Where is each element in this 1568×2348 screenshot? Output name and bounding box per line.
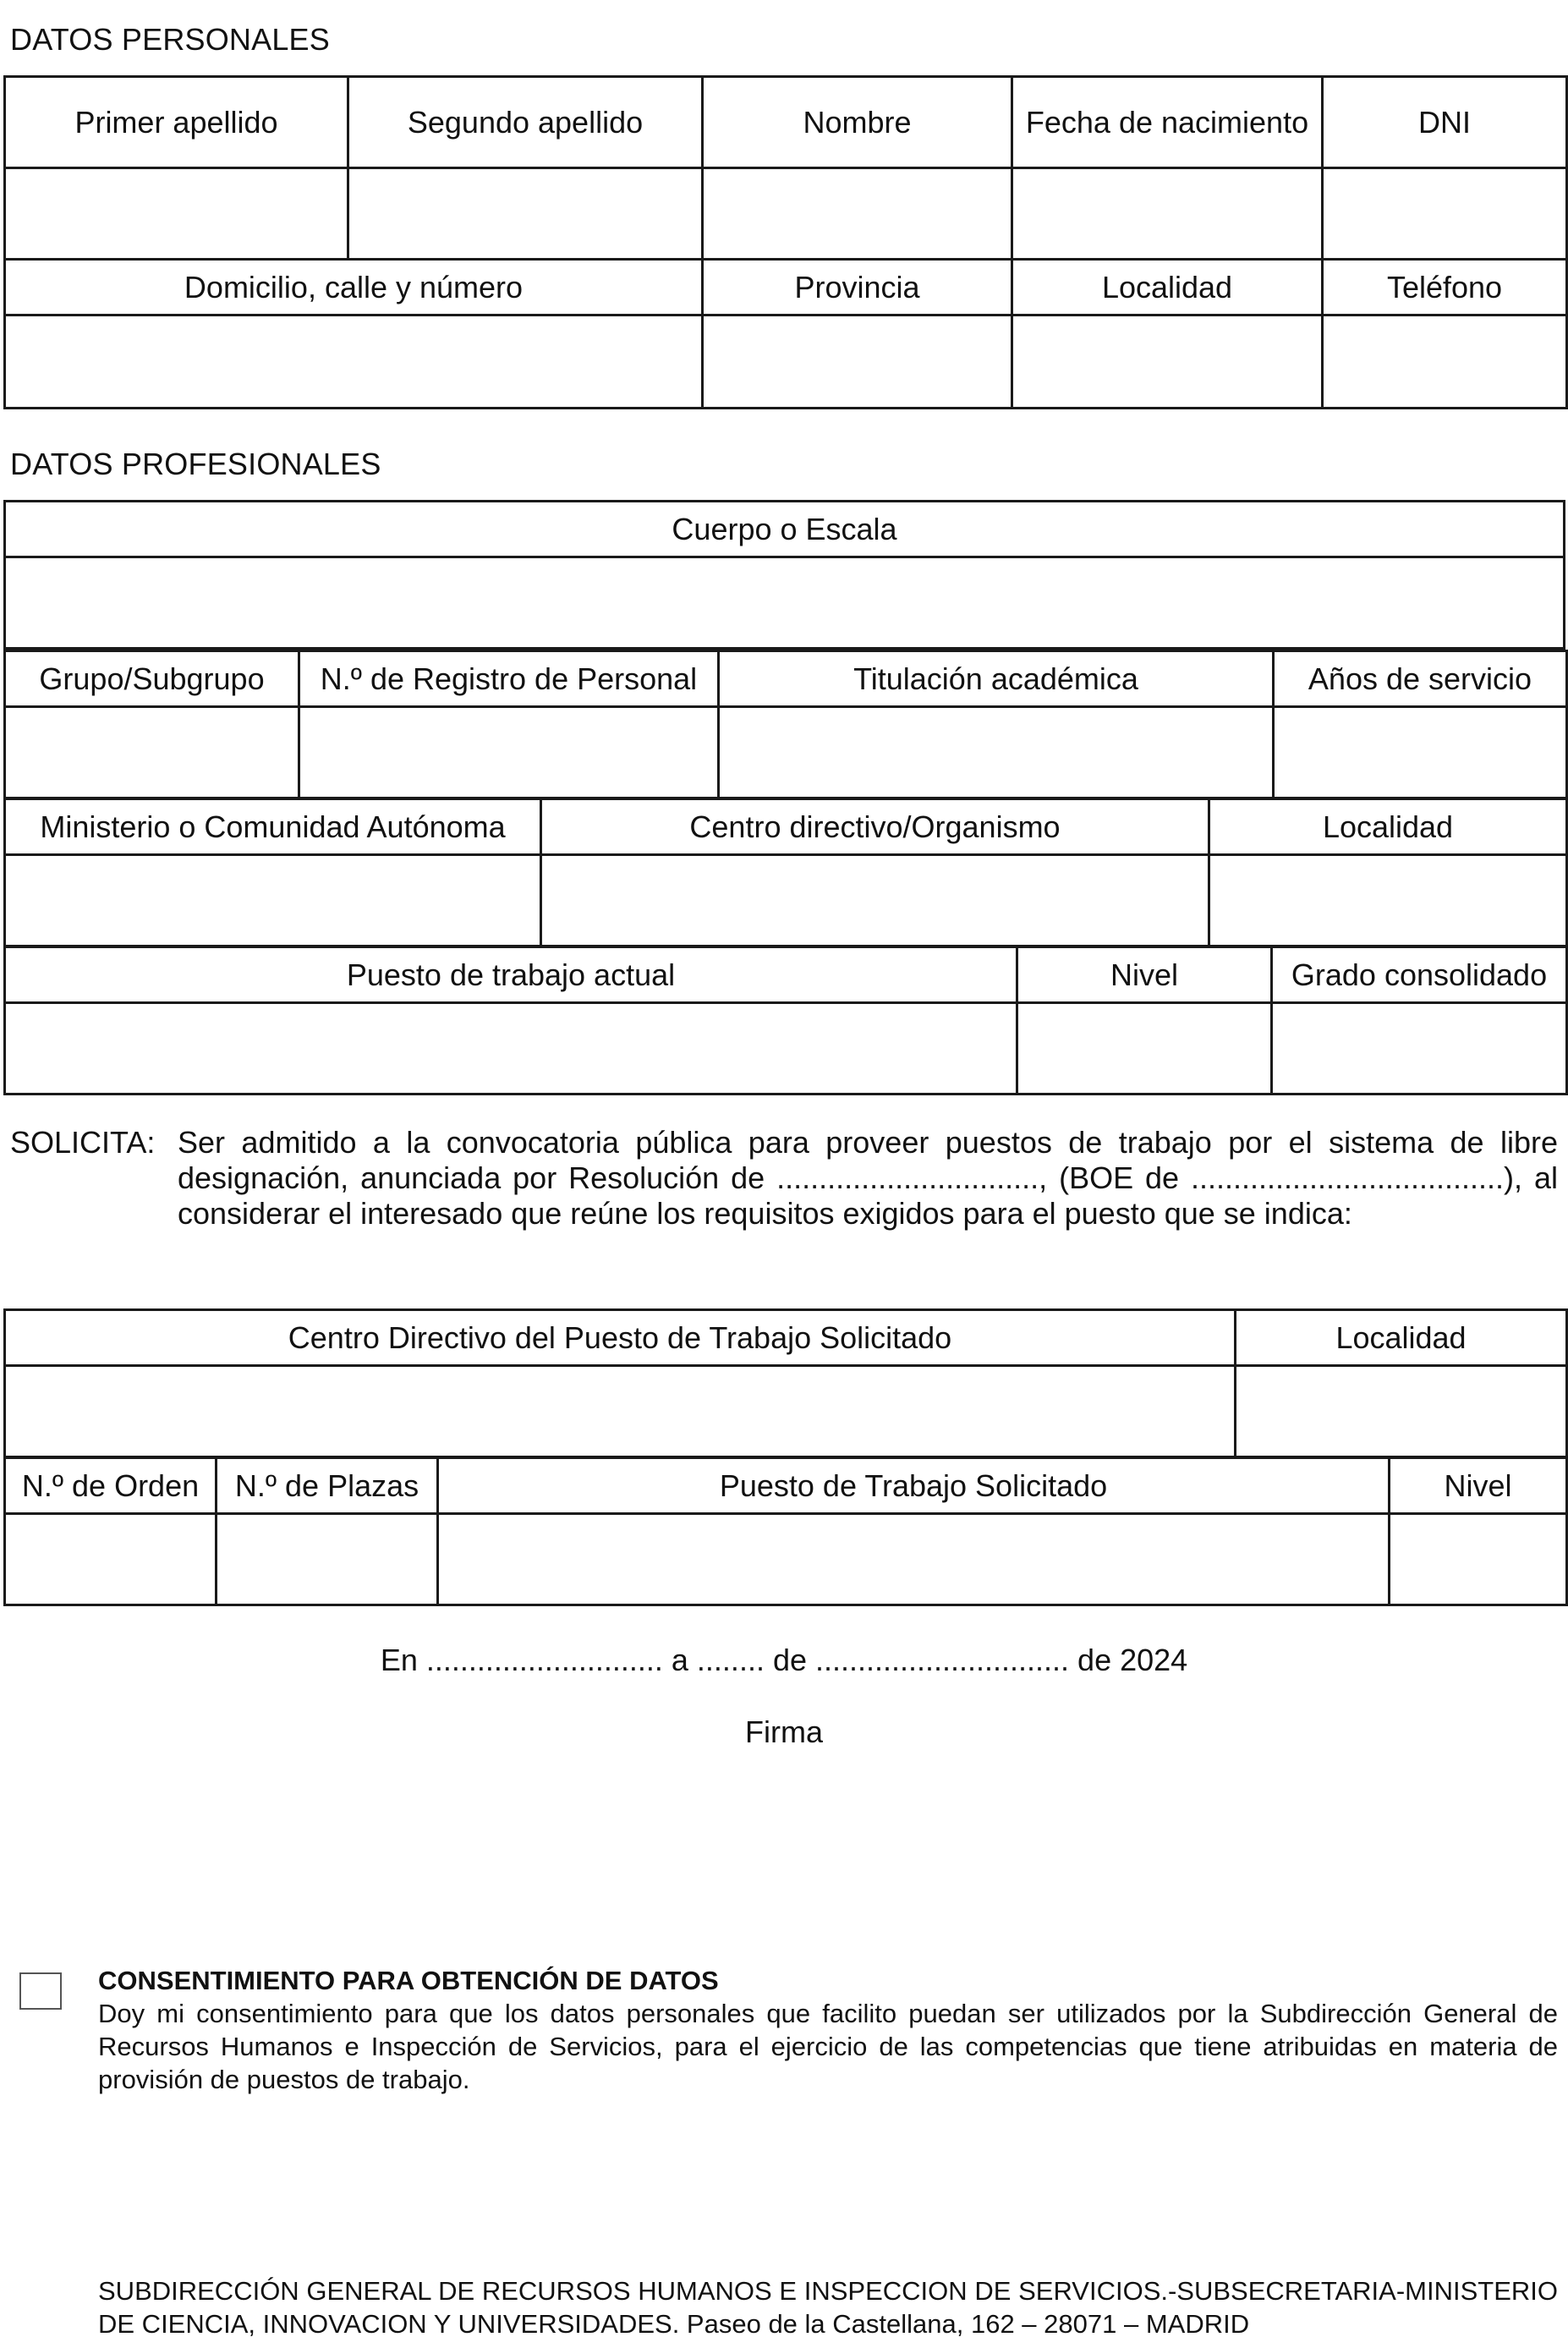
header-grado-consolidado: Grado consolidado	[1272, 947, 1567, 1003]
grupo-subgrupo-field[interactable]	[5, 707, 299, 798]
header-titulacion: Titulación académica	[719, 651, 1274, 707]
centro-solicitado-field[interactable]	[5, 1366, 1236, 1457]
fecha-nacimiento-field[interactable]	[1012, 168, 1323, 260]
numero-orden-field[interactable]	[5, 1514, 217, 1605]
ministerio-field[interactable]	[5, 855, 541, 946]
header-provincia: Provincia	[703, 260, 1012, 315]
cuerpo-table	[3, 500, 1565, 650]
header-grupo-subgrupo: Grupo/Subgrupo	[5, 651, 299, 707]
localidad-field[interactable]	[1012, 315, 1323, 409]
localidad-profesional-field[interactable]	[1209, 855, 1567, 946]
puesto-solicitado-field[interactable]	[438, 1514, 1390, 1605]
localidad-solicitada-field[interactable]	[1236, 1366, 1567, 1457]
puesto-actual-table	[3, 946, 1568, 1095]
header-telefono: Teléfono	[1323, 260, 1567, 315]
grupo-table	[3, 650, 1568, 799]
section-title-datos-personales: DATOS PERSONALES	[10, 22, 330, 57]
header-puesto-solicitado: Puesto de Trabajo Solicitado	[438, 1458, 1390, 1514]
nivel-solicitado-field[interactable]	[1390, 1514, 1567, 1605]
nivel-actual-field[interactable]	[1017, 1003, 1272, 1094]
header-registro-personal: N.º de Registro de Personal	[299, 651, 719, 707]
header-segundo-apellido: Segundo apellido	[348, 77, 703, 168]
centro-directivo-field[interactable]	[541, 855, 1209, 946]
footer-address: SUBDIRECCIÓN GENERAL DE RECURSOS HUMANOS E INSPECCION DE SERVICIOS.-SUBSECRETARIA-MINISTERIO DE CIENCIA, INNOVACION Y UNIVERSIDADES. Paseo de la Castellana, 162 – 28071 – MADRID	[98, 2276, 1558, 2339]
header-anos-servicio: Años de servicio	[1274, 651, 1567, 707]
header-centro-directivo: Centro directivo/Organismo	[541, 799, 1209, 855]
personal-data-table	[3, 75, 1568, 409]
header-cuerpo-escala: Cuerpo o Escala	[5, 502, 1565, 557]
anos-servicio-field[interactable]	[1274, 707, 1567, 798]
header-localidad: Localidad	[1012, 260, 1323, 315]
puesto-actual-field[interactable]	[5, 1003, 1017, 1094]
domicilio-field[interactable]	[5, 315, 703, 409]
header-domicilio: Domicilio, calle y número	[5, 260, 703, 315]
header-puesto-actual: Puesto de trabajo actual	[5, 947, 1017, 1003]
nombre-field[interactable]	[703, 168, 1012, 260]
ministerio-table	[3, 798, 1568, 947]
header-numero-plazas: N.º de Plazas	[217, 1458, 438, 1514]
solicita-paragraph	[10, 1125, 1558, 1232]
primer-apellido-field[interactable]	[5, 168, 348, 260]
header-ministerio: Ministerio o Comunidad Autónoma	[5, 799, 541, 855]
telefono-field[interactable]	[1323, 315, 1567, 409]
numero-plazas-field[interactable]	[217, 1514, 438, 1605]
consent-checkbox[interactable]	[19, 1972, 62, 2010]
firma-label: Firma	[745, 1714, 823, 1749]
header-centro-solicitado: Centro Directivo del Puesto de Trabajo Solicitado	[5, 1310, 1236, 1366]
consent-block	[98, 1964, 1558, 2096]
titulacion-field[interactable]	[719, 707, 1274, 798]
consent-title: CONSENTIMIENTO PARA OBTENCIÓN DE DATOS	[98, 1966, 719, 1995]
provincia-field[interactable]	[703, 315, 1012, 409]
section-title-datos-profesionales: DATOS PROFESIONALES	[10, 447, 381, 481]
header-fecha-nacimiento: Fecha de nacimiento	[1012, 77, 1323, 168]
cuerpo-escala-field[interactable]	[5, 557, 1565, 649]
registro-personal-field[interactable]	[299, 707, 719, 798]
centro-solicitado-table	[3, 1308, 1568, 1458]
dni-field[interactable]	[1323, 168, 1567, 260]
solicita-text: Ser admitido a la convocatoria pública para proveer puestos de trabajo por el sistema de libre designación, anunciada por Resolución de ..............................., (BOE de .....................................), al considerar el interesado que reúne los requisitos exigidos para el puesto que se indica:	[178, 1125, 1558, 1231]
consent-text: Doy mi consentimiento para que los datos personales que facilito puedan ser utilizados por la Subdirección General de Recursos Humanos e Inspección de Servicios, para el ejercicio de las competencias que tiene atribuidas en materia de provisión de puestos de trabajo.	[98, 1999, 1558, 2094]
fecha-line: En ............................ a ........ de .............................. de 2024	[380, 1643, 1188, 1677]
segundo-apellido-field[interactable]	[348, 168, 703, 260]
header-numero-orden: N.º de Orden	[5, 1458, 217, 1514]
header-localidad-profesional: Localidad	[1209, 799, 1567, 855]
header-nivel-actual: Nivel	[1017, 947, 1272, 1003]
header-localidad-solicitada: Localidad	[1236, 1310, 1567, 1366]
header-primer-apellido: Primer apellido	[5, 77, 348, 168]
puesto-solicitado-table	[3, 1457, 1568, 1606]
header-dni: DNI	[1323, 77, 1567, 168]
grado-consolidado-field[interactable]	[1272, 1003, 1567, 1094]
header-nivel-solicitado: Nivel	[1390, 1458, 1567, 1514]
solicita-label: SOLICITA:	[10, 1125, 156, 1160]
header-nombre: Nombre	[703, 77, 1012, 168]
